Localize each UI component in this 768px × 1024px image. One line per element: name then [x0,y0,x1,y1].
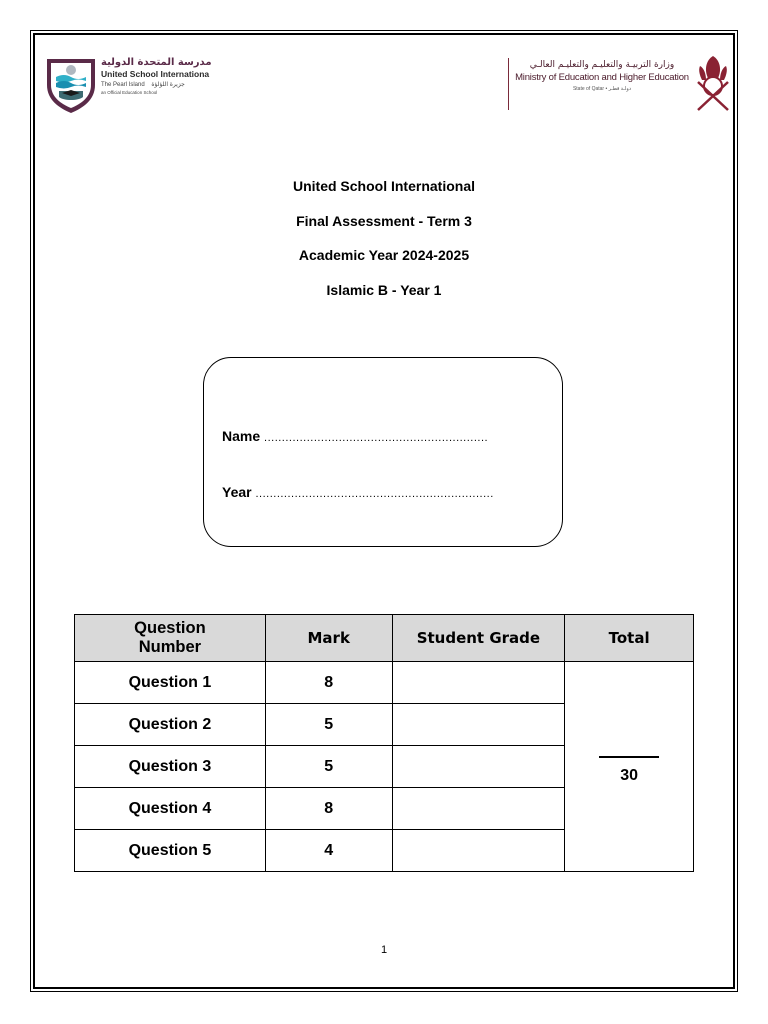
school-logo [44,55,244,117]
student-details-box [203,357,563,547]
total-line [599,756,659,758]
name-dots: ............................................................... [264,432,489,444]
header-subject: Islamic B - Year 1 [326,281,442,298]
header-question-number: Question Number [75,615,266,662]
student-grade-cell[interactable] [392,830,565,872]
year-label: Year [222,484,252,500]
name-field[interactable] [222,428,488,444]
ministry-divider [508,58,509,110]
school-location [101,81,212,88]
document-header [0,176,768,314]
student-grade-cell[interactable] [392,746,565,788]
table-row [75,662,694,704]
header-mark: Mark [265,615,392,662]
header-total: Total [565,615,694,662]
question-mark: 4 [265,830,392,872]
question-mark: 5 [265,704,392,746]
school-tagline: an Official Education School [101,90,158,95]
question-label: Question 5 [75,830,266,872]
year-field[interactable] [222,484,494,500]
question-label: Question 3 [75,746,266,788]
question-mark: 8 [265,788,392,830]
question-label: Question 4 [75,788,266,830]
student-grade-cell[interactable] [392,788,565,830]
ministry-logo [508,52,733,116]
header-assessment-title: Final Assessment - Term 3 [296,212,472,229]
school-english-name: United School Internationa [101,69,210,79]
school-arabic-name: مدرسة المتحدة الدولية [101,57,212,68]
header-student-grade: Student Grade [392,615,565,662]
school-location-arabic: جزيرة اللؤلؤة [151,82,185,88]
question-mark: 8 [265,662,392,704]
total-cell [565,662,694,872]
question-label: Question 1 [75,662,266,704]
header-school-name: United School International [292,178,475,194]
year-dots: ................................................................... [255,488,494,500]
school-crest-icon [44,55,98,115]
ministry-english-name: Ministry of Education and Higher Education [515,72,689,83]
ministry-state: State of Qatar • دولـة قطـر [572,86,632,92]
qatar-emblem-icon [694,52,732,114]
student-grade-cell[interactable] [392,662,565,704]
grades-table [74,614,694,872]
school-location-english: The Pearl Island [101,82,145,88]
question-mark: 5 [265,746,392,788]
page-number: 1 [380,944,388,956]
question-label: Question 2 [75,704,266,746]
header-academic-year: Academic Year 2024-2025 [298,247,470,263]
ministry-arabic-name: وزارة التربيـة والتعليـم والتعليـم العالـي [529,60,675,70]
total-value: 30 [620,766,638,784]
table-header-row [75,615,694,662]
name-label: Name [222,428,261,444]
student-grade-cell[interactable] [392,704,565,746]
